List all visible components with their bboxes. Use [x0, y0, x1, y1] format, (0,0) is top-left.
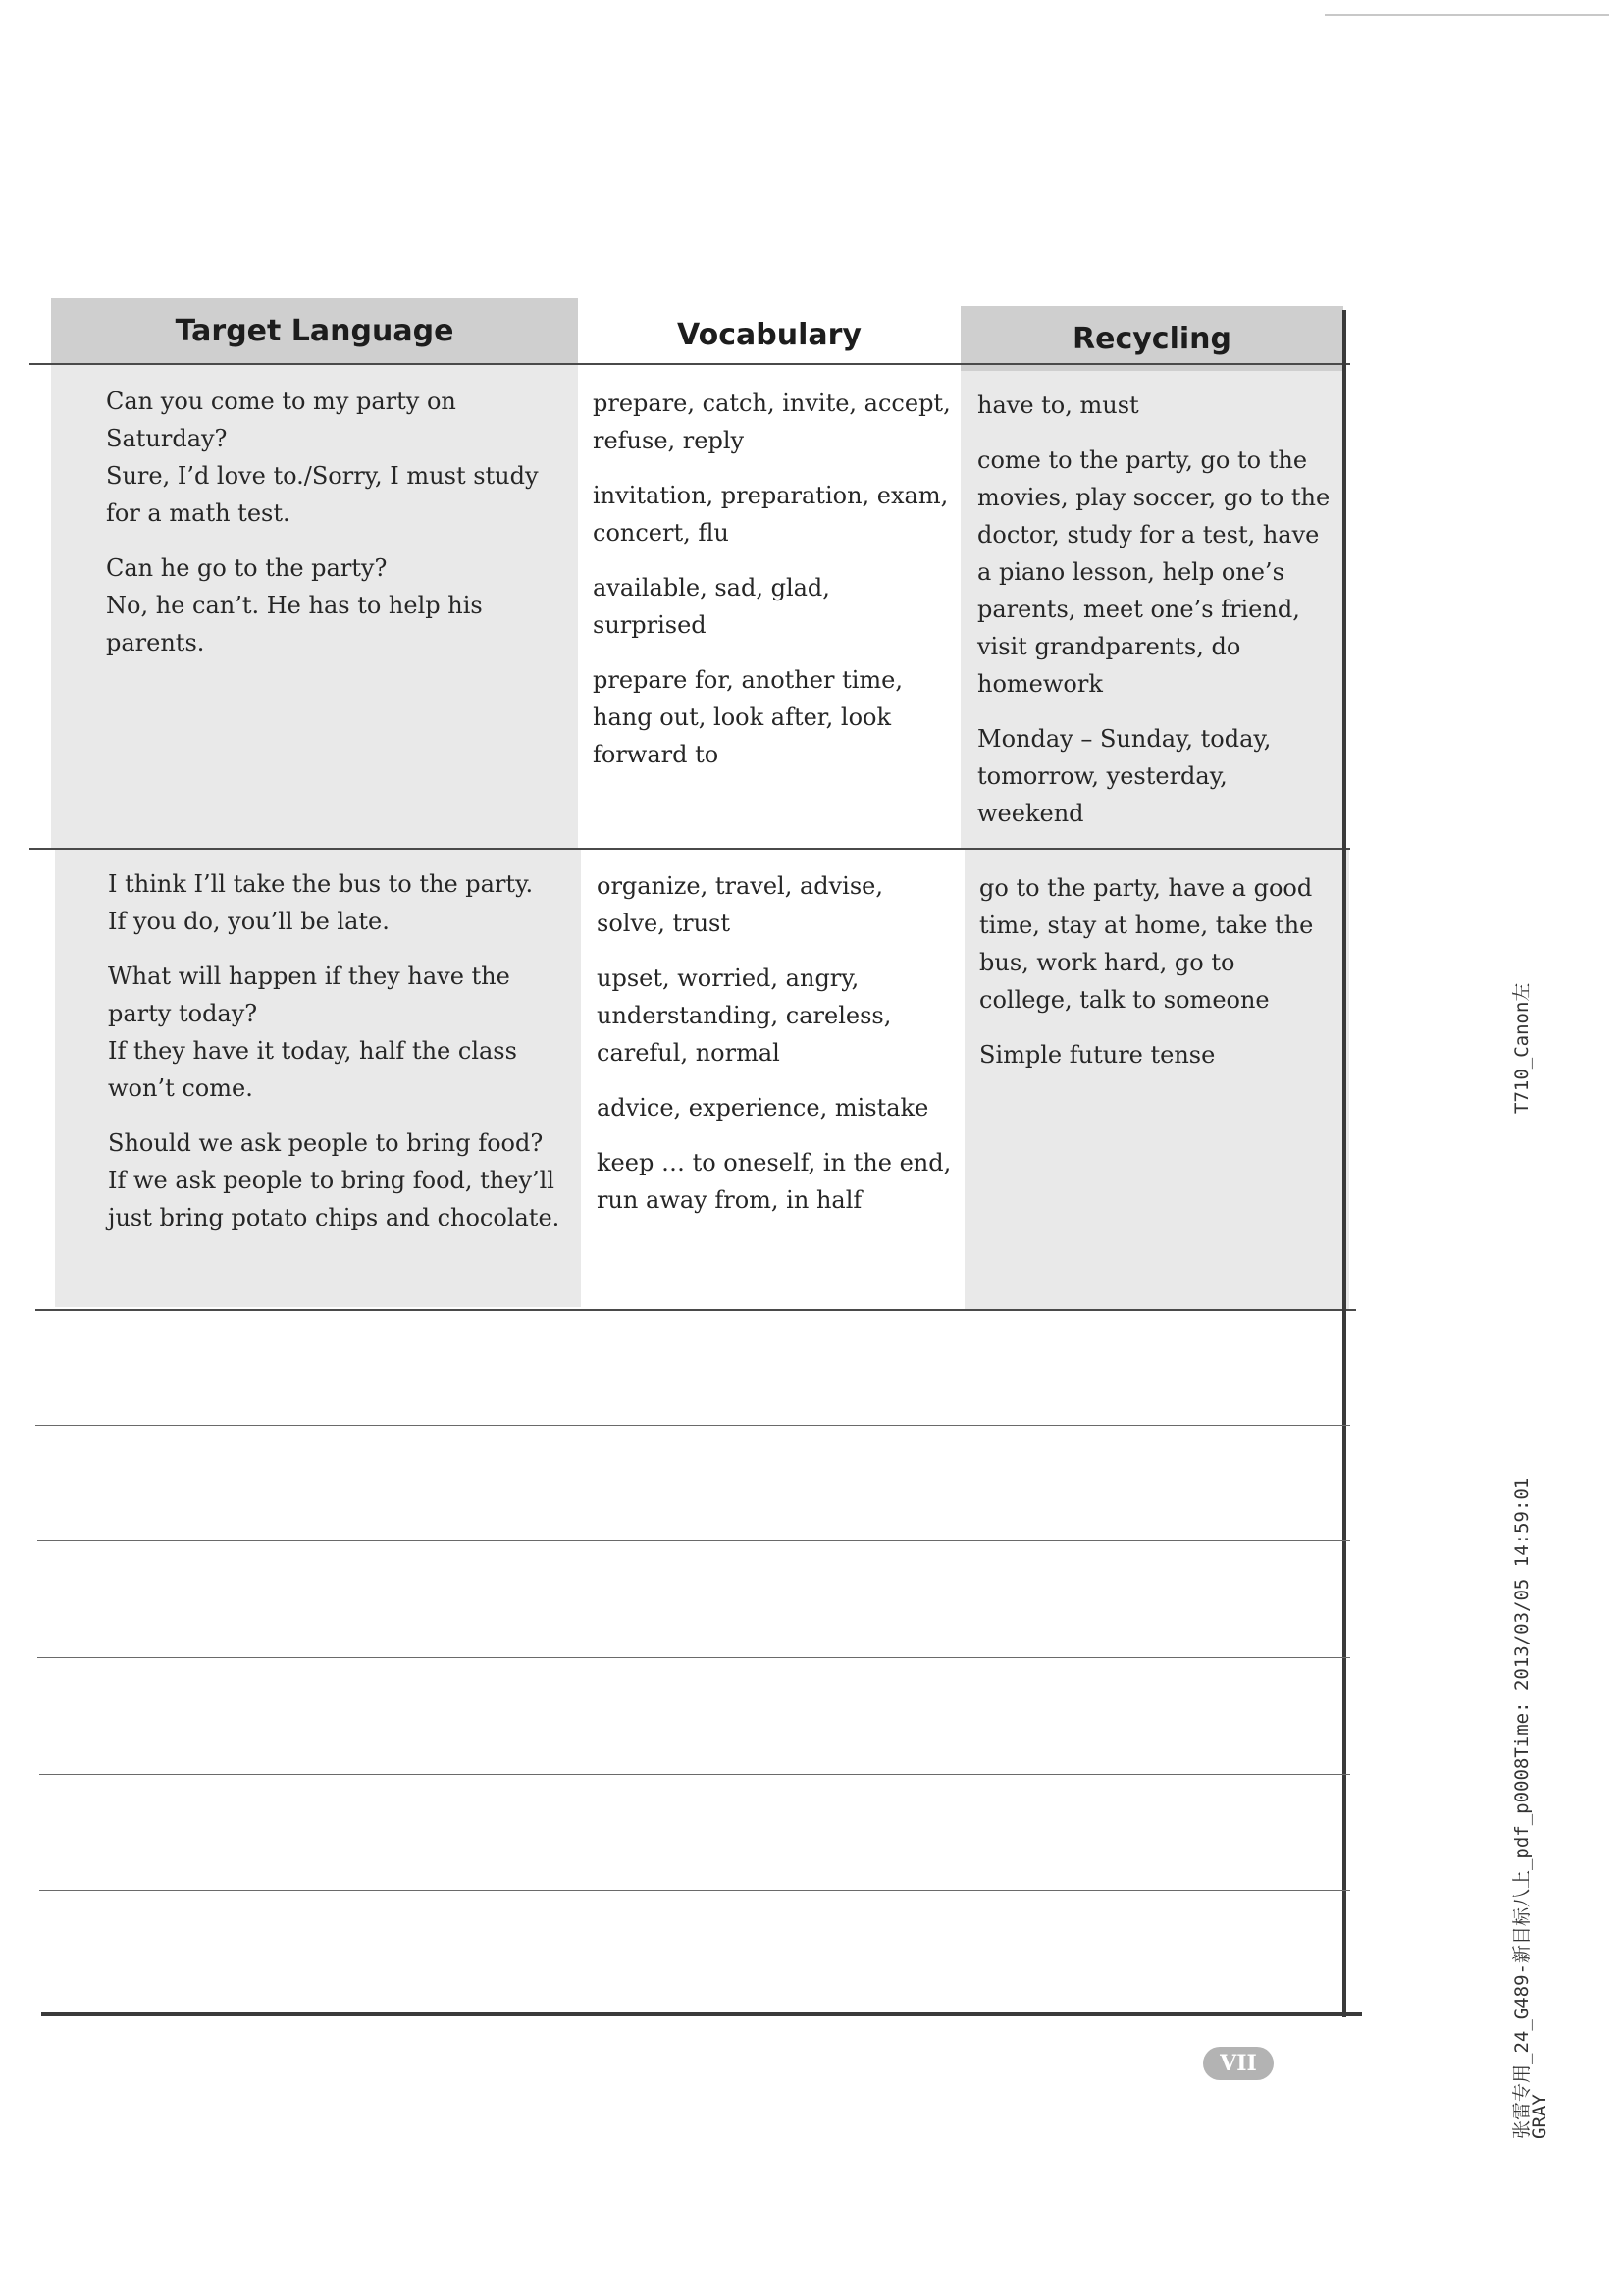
page-bottom-border [41, 2012, 1362, 2016]
vocabulary-item: available, sad, glad, surprised [593, 574, 830, 639]
writing-line [37, 1540, 1350, 1541]
row2-recycling-cell [979, 869, 1333, 1091]
recycling-item: Simple future tense [979, 1041, 1216, 1069]
row2-target-language-cell [108, 865, 569, 1254]
target-language-item: Should we ask people to bring food? If we ask people to bring food, they’ll just bring potato chips and chocolate. [108, 1129, 560, 1231]
row1-recycling-cell [977, 387, 1331, 850]
recycling-item: come to the party, go to the movies, play soccer, go to the doctor, study for a test, have a piano lesson, help one’s parents, meet one’s friend, visit grandparents, do homework [977, 446, 1331, 698]
target-language-item: I think I’ll take the bus to the party. If you do, you’ll be late. [108, 870, 534, 935]
writing-line [39, 1890, 1350, 1891]
color-mode-margin-note: GRAY [1529, 2094, 1550, 2139]
header-rule [29, 363, 1350, 365]
vocabulary-item: prepare, catch, invite, accept, refuse, reply [593, 390, 951, 454]
header-recycling: Recycling [961, 306, 1343, 371]
page-number-badge: VII [1203, 2047, 1274, 2080]
vocabulary-item: prepare for, another time, hang out, look after, look forward to [593, 666, 903, 768]
recycling-item: go to the party, have a good time, stay at home, take the bus, work hard, go to college, talk to someone [979, 874, 1314, 1014]
vocabulary-item: organize, travel, advise, solve, trust [597, 872, 884, 937]
top-edge-line [1325, 14, 1609, 16]
scanner-margin-note: T710_Canon左 [1511, 982, 1533, 1114]
row2-vocabulary-cell [597, 867, 955, 1236]
target-language-item: What will happen if they have the party today? If they have it today, half the class won’t come. [108, 963, 517, 1102]
row1-target-language-cell [106, 383, 567, 679]
writing-line [39, 1774, 1350, 1775]
writing-line [35, 1425, 1350, 1426]
vocabulary-item: advice, experience, mistake [597, 1094, 929, 1122]
header-vocabulary: Vocabulary [677, 317, 862, 352]
file-info-margin-note: 张雷专用_24_G489-新目标八上_pdf_p0008Time: 2013/03/05 14:59:01 [1511, 1477, 1533, 2139]
target-language-item: Can you come to my party on Saturday? Sure, I’d love to./Sorry, I must study for a math test. [106, 388, 539, 527]
writing-line [37, 1657, 1350, 1658]
vocabulary-item: keep … to oneself, in the end, run away from, in half [597, 1149, 952, 1214]
header-target-language: Target Language [51, 298, 578, 363]
table-bottom-rule [35, 1309, 1356, 1311]
target-language-item: Can he go to the party? No, he can’t. He has to help his parents. [106, 554, 483, 656]
recycling-item: have to, must [977, 391, 1139, 419]
vocabulary-item: invitation, preparation, exam, concert, flu [593, 482, 949, 547]
row1-vocabulary-cell [593, 385, 951, 791]
recycling-item: Monday – Sunday, today, tomorrow, yesterday, weekend [977, 725, 1272, 827]
vocabulary-item: upset, worried, angry, understanding, careless, careful, normal [597, 965, 892, 1067]
table-right-border [1342, 310, 1346, 2017]
